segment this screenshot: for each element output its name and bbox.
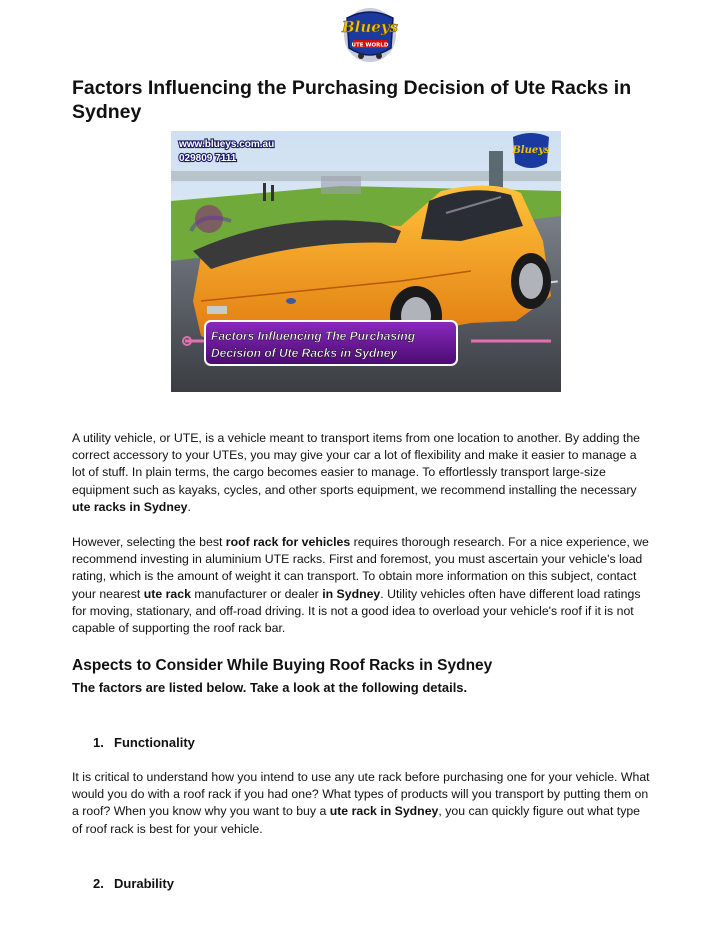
hero-url: www.blueys.com.au <box>179 139 275 150</box>
intro-text: A utility vehicle, or UTE, is a vehicle meant to transport items from one location to another. By adding the correct accessory to your UTEs, you may give your car a lot of flexibility and make it easier to manage a lot of stuff. In plain terms, the cargo becomes easier to manage. To effortlessly transport large-size equipment such as kayaks, cycles, and other sports equipment, we recommend installing the necessary <box>72 431 640 497</box>
hero-logo-icon <box>511 133 550 168</box>
intro-bold-link: ute racks in Sydney <box>72 499 188 514</box>
intro-end: . <box>187 499 191 514</box>
list-label: Durability <box>114 876 174 891</box>
p2-bold-2: ute rack <box>143 586 191 601</box>
list-item-durability <box>93 875 174 892</box>
p3-bold: ute rack in Sydney <box>329 804 439 819</box>
list-number: 2. <box>93 876 104 891</box>
hero-phone: 029809 7111 <box>179 153 237 164</box>
p2-text-2: requires thorough research. For a nice experience, we recommend investing in aluminium UTE racks. First and foremost, you must ascertain your vehicle's load rating, which is the amount of weight it can transport. To obtain more information on this subject, contact your nearest <box>72 535 649 601</box>
p2-text-3: manufacturer or dealer <box>190 586 323 601</box>
hero-image <box>171 131 561 392</box>
p2-text-4: . Utility vehicles often have different load ratings for moving, stationary, and off-road driving. It is not a good idea to overload your vehicle's roof if it is not capable of supporting the roof rack bar. <box>72 586 641 636</box>
page-title: Factors Influencing the Purchasing Decision of Ute Racks in Sydney <box>72 77 632 123</box>
hero-banner-line1: Factors Influencing The Purchasing <box>211 329 416 343</box>
p2-bold-3: in Sydney <box>322 586 381 601</box>
list-item-functionality <box>93 734 195 751</box>
p3-end: , you can quickly figure out what type of roof rack is best for your vehicle. <box>72 804 641 836</box>
hero-logo-word: Blueys <box>512 145 550 156</box>
logo-sub-word: UTE WORLD <box>351 42 389 49</box>
functionality-paragraph <box>72 769 652 838</box>
p2-bold-1: roof rack for vehicles <box>225 535 351 549</box>
logo-brand-word: Blueys <box>342 18 398 36</box>
research-paragraph <box>72 534 652 637</box>
hero-banner-line2: Decision of Ute Racks in Sydney <box>211 346 398 360</box>
p2-text-1: However, selecting the best <box>72 535 226 549</box>
intro-paragraph <box>72 430 652 516</box>
list-label: Functionality <box>114 735 195 750</box>
list-number: 1. <box>93 735 104 750</box>
section-subheading: The factors are listed below. Take a look at the following details. <box>72 680 468 695</box>
section-heading: Aspects to Consider While Buying Roof Racks in Sydney <box>72 657 493 674</box>
p3-text: It is critical to understand how you intend to use any ute rack before purchasing one for your vehicle. What would you do with a roof rack if you had one? What types of products will you transport by putting them on a roof? When you know why you want to buy a <box>72 770 650 819</box>
blueys-logo <box>341 4 399 64</box>
